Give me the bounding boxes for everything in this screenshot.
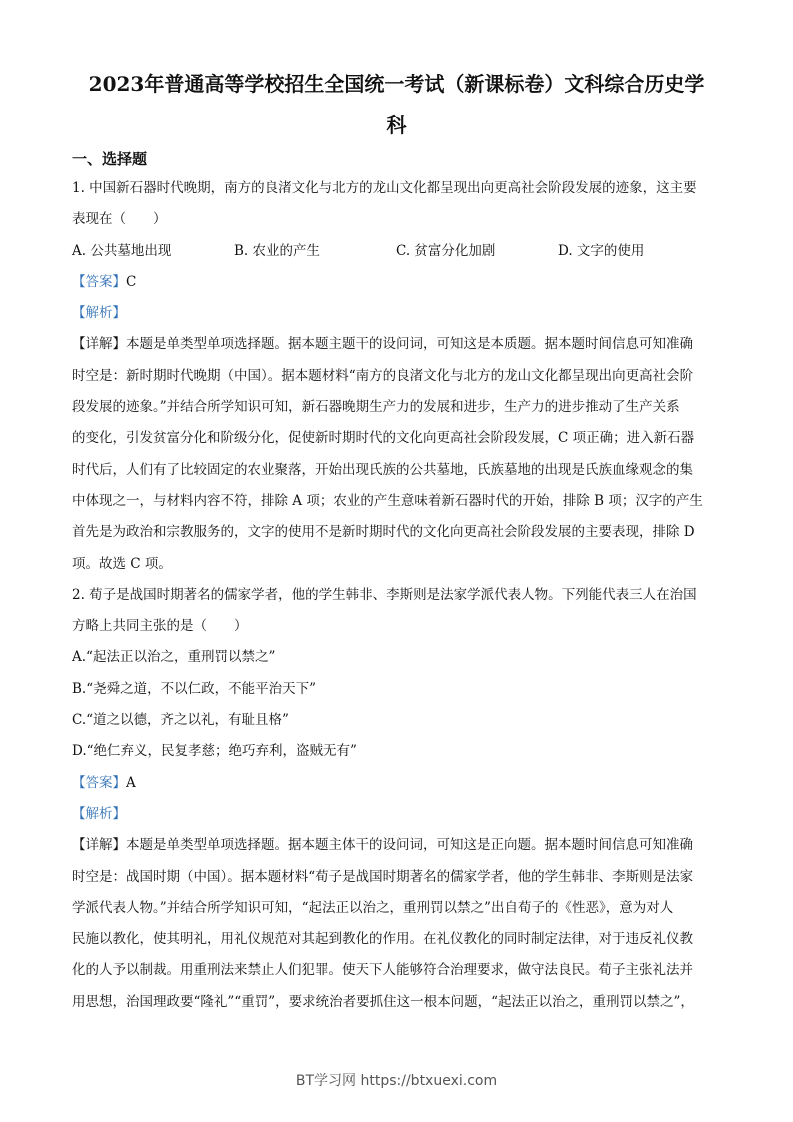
- doc-title-line1: 2023年普通高等学校招生全国统一考试（新课标卷）文科综合历史学: [88, 72, 705, 96]
- q1-stem: 表现在（ ）: [72, 211, 167, 228]
- q1-detail: 中体现之一，与材料内容不符，排除 A 项；农业的产生意味着新石器时代的开始，排除 B 项；汉字的产生: [72, 492, 703, 509]
- section-heading: 一、选择题: [72, 150, 148, 168]
- q2-detail: 民施以教化，使其明礼，用礼仪规范对其起到教化的作用。在礼仪教化的同时制定法律，对于违反礼仪教: [72, 931, 693, 948]
- q1-analysis-tag: 【解析】: [72, 305, 126, 322]
- q2-detail: 【详解】本题是单类型单项选择题。据本题主体干的设问词，可知这是正向题。据本题时间信息可知准确: [72, 837, 693, 854]
- q2-option-a: A.“起法正以治之，重刑罚以禁之”: [72, 649, 276, 666]
- q1-option-b: B. 农业的产生: [234, 242, 321, 259]
- q1-detail: 时空是：新时期时代晚期（中国）。据本题材料“南方的良渚文化与北方的龙山文化都呈现出向更高社会阶: [72, 367, 694, 384]
- q1-detail: 段发展的迹象。”并结合所学知识可知，新石器晚期生产力的发展和进步，生产力的进步推动了生产关系: [72, 399, 680, 416]
- q2-answer-value: A: [126, 774, 136, 791]
- q1-detail: 项。故选 C 项。: [72, 555, 172, 572]
- q1-options: [72, 236, 732, 267]
- q1-answer: [72, 267, 732, 298]
- q2-option-d: D.“绝仁弃义，民复孝慈；绝巧弃利，盗贼无有”: [72, 743, 357, 760]
- q1-detail: 首先是为政治和宗教服务的，文字的使用不是新时期时代的文化向更高社会阶段发展的主要表现，排除 D: [72, 524, 695, 541]
- footer-watermark: BT学习网 https://btxuexi.com: [295, 1073, 498, 1089]
- q1-detail: 时代后，人们有了比较固定的农业聚落，开始出现氏族的公共墓地，氏族墓地的出现是氏族血缘观念的集: [72, 461, 693, 478]
- answer-tag: 【答案】: [72, 774, 126, 791]
- q2-detail: 用思想，治国理政要“隆礼”“重罚”，要求统治者要抓住这一根本问题，“起法正以治之，重刑罚以禁之”，: [72, 993, 694, 1010]
- q2-detail: 学派代表人物。”并结合所学知识可知，“起法正以治之，重刑罚以禁之”出自荀子的《性恶》，意为对人: [72, 899, 674, 916]
- q2-option-c: C.“道之以德，齐之以礼，有耻且格”: [72, 712, 289, 729]
- q2-stem: 2. 荀子是战国时期著名的儒家学者，他的学生韩非、李斯则是法家学派代表人物。下列能代表三人在治国: [72, 586, 697, 603]
- document-body: [72, 173, 732, 1018]
- q1-detail: 的变化，引发贫富分化和阶级分化，促使新时期时代的文化向更高社会阶段发展，C 项正确；进入新石器: [72, 430, 695, 447]
- q2-detail: 化的人予以制裁。用重刑法来禁止人们犯罪。使天下人能够符合治理要求，做守法良民。荀子主张礼法并: [72, 962, 693, 979]
- q1-option-a: A. 公共墓地出现: [72, 242, 172, 259]
- q2-stem: 方略上共同主张的是（ ）: [72, 618, 248, 635]
- q2-answer: [72, 768, 732, 799]
- q2-analysis-tag: 【解析】: [72, 805, 126, 822]
- answer-tag: 【答案】: [72, 273, 126, 290]
- q1-stem: 1. 中国新石器时代晚期，南方的良渚文化与北方的龙山文化都呈现出向更高社会阶段发展的迹象，这主要: [72, 180, 697, 196]
- q2-option-b: B.“尧舜之道，不以仁政，不能平治天下”: [72, 680, 317, 697]
- q2-detail: 时空是：战国时期（中国）。据本题材料“荀子是战国时期著名的儒家学者，他的学生韩非、李斯则是法家: [72, 868, 694, 885]
- q1-option-c: C. 贫富分化加剧: [396, 242, 496, 259]
- q1-option-d: D. 文字的使用: [558, 242, 645, 259]
- doc-title-line2: 科: [386, 113, 407, 137]
- q1-answer-value: C: [126, 273, 137, 290]
- q1-detail: 【详解】本题是单类型单项选择题。据本题主题干的设问词，可知这是本质题。据本题时间信息可知准确: [72, 336, 693, 353]
